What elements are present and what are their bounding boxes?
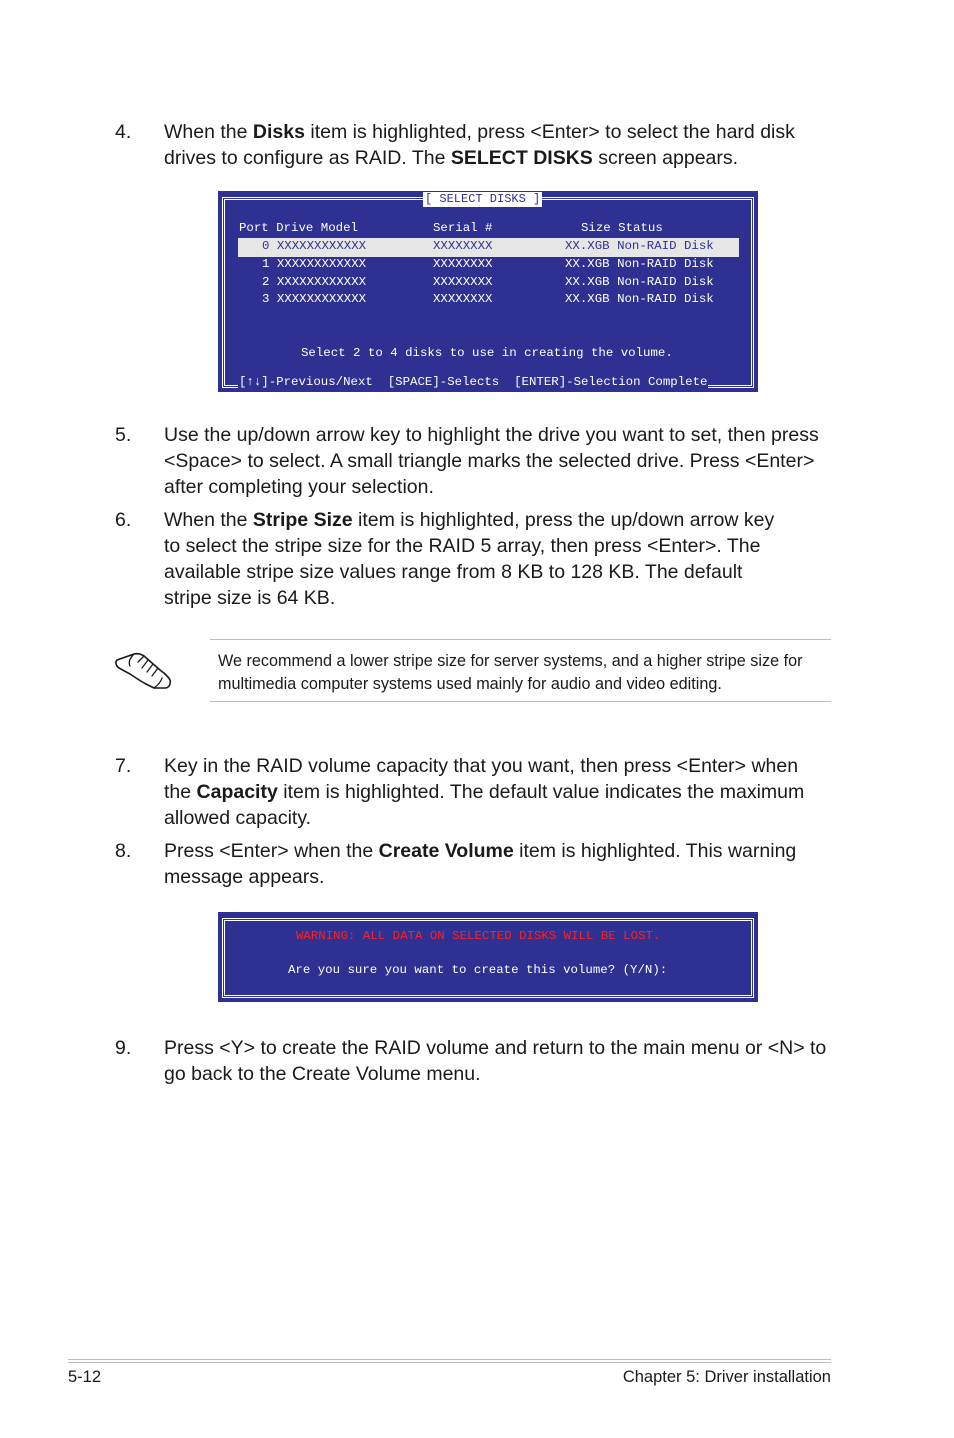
step-text: Key in the RAID volume capacity that you want, then press <Enter> when the Capacity item is highlighted. The default value indicates the maximum allowed capacity. — [164, 755, 805, 829]
step-text: When the Disks item is highlighted, press <Enter> to select the hard disk drives to configure as RAID. The SELECT DISKS screen appears. — [164, 121, 795, 169]
hand-pointing-icon — [114, 648, 174, 692]
disk-row[interactable]: 3 XXXXXXXXXXXX — [262, 292, 367, 306]
step-text: Press <Y> to create the RAID volume and return to the main menu or <N> to go back to the Create Volume menu. — [164, 1037, 827, 1085]
disk-row[interactable]: 0 XXXXXXXXXXXX — [262, 239, 367, 253]
disk-size-status: XX.XGB Non-RAID Disk — [565, 292, 714, 306]
warning-message: WARNING: ALL DATA ON SELECTED DISKS WILL BE LOST. — [296, 929, 661, 943]
note-text: We recommend a lower stripe size for server systems, and a higher stripe size for multimedia computer systems used mainly for audio and video editing. — [218, 652, 803, 693]
note-box — [210, 639, 831, 702]
step-number: 9. — [115, 1037, 132, 1059]
chapter-title: Chapter 5: Driver installation — [622, 1368, 831, 1386]
disk-serial: XXXXXXXX — [433, 292, 493, 306]
step-text: Press <Enter> when the Create Volume item is highlighted. This warning message appears. — [164, 840, 797, 888]
step-text: Use the up/down arrow key to highlight the drive you want to set, then press <Space> to select. A small triangle marks the selected drive. Press <Enter> after completing your selection. — [164, 424, 819, 498]
step-number: 8. — [115, 840, 132, 862]
disk-size-status: XX.XGB Non-RAID Disk — [565, 239, 714, 253]
step-number: 7. — [115, 755, 132, 777]
warning-screen — [218, 912, 758, 1002]
select-disks-screen — [218, 191, 758, 392]
disk-size-status: XX.XGB Non-RAID Disk — [565, 257, 714, 271]
column-header-serial: Serial # — [433, 221, 493, 235]
instruction-text: Select 2 to 4 disks to use in creating the volume. — [301, 346, 673, 360]
disk-row[interactable]: 2 XXXXXXXXXXXX — [262, 275, 367, 289]
step-number: 5. — [115, 424, 132, 446]
confirm-prompt: Are you sure you want to create this volume? (Y/N): — [288, 963, 668, 977]
disk-row[interactable]: 1 XXXXXXXXXXXX — [262, 257, 367, 271]
column-header-size-status: Size Status — [581, 221, 663, 235]
step-text: When the Stripe Size item is highlighted, press the up/down arrow key to select the stripe size for the RAID 5 array, then press <Enter>. The available stripe size values range from 8 KB to 128 KB. The default stripe size is 64 KB. — [164, 509, 775, 609]
page-number: 5-12 — [68, 1368, 102, 1386]
disk-serial: XXXXXXXX — [433, 275, 493, 289]
disk-size-status: XX.XGB Non-RAID Disk — [565, 275, 714, 289]
step-number: 4. — [115, 121, 132, 143]
screen-title: [ SELECT DISKS ] — [425, 192, 541, 206]
key-help-bar: [↑↓]-Previous/Next [SPACE]-Selects [ENTER]-Selection Complete — [239, 375, 708, 389]
disk-serial: XXXXXXXX — [433, 257, 493, 271]
column-header-port-model: Port Drive Model — [239, 221, 358, 235]
disk-serial: XXXXXXXX — [433, 239, 493, 253]
step-number: 6. — [115, 509, 132, 531]
footer-rule — [68, 1359, 831, 1363]
